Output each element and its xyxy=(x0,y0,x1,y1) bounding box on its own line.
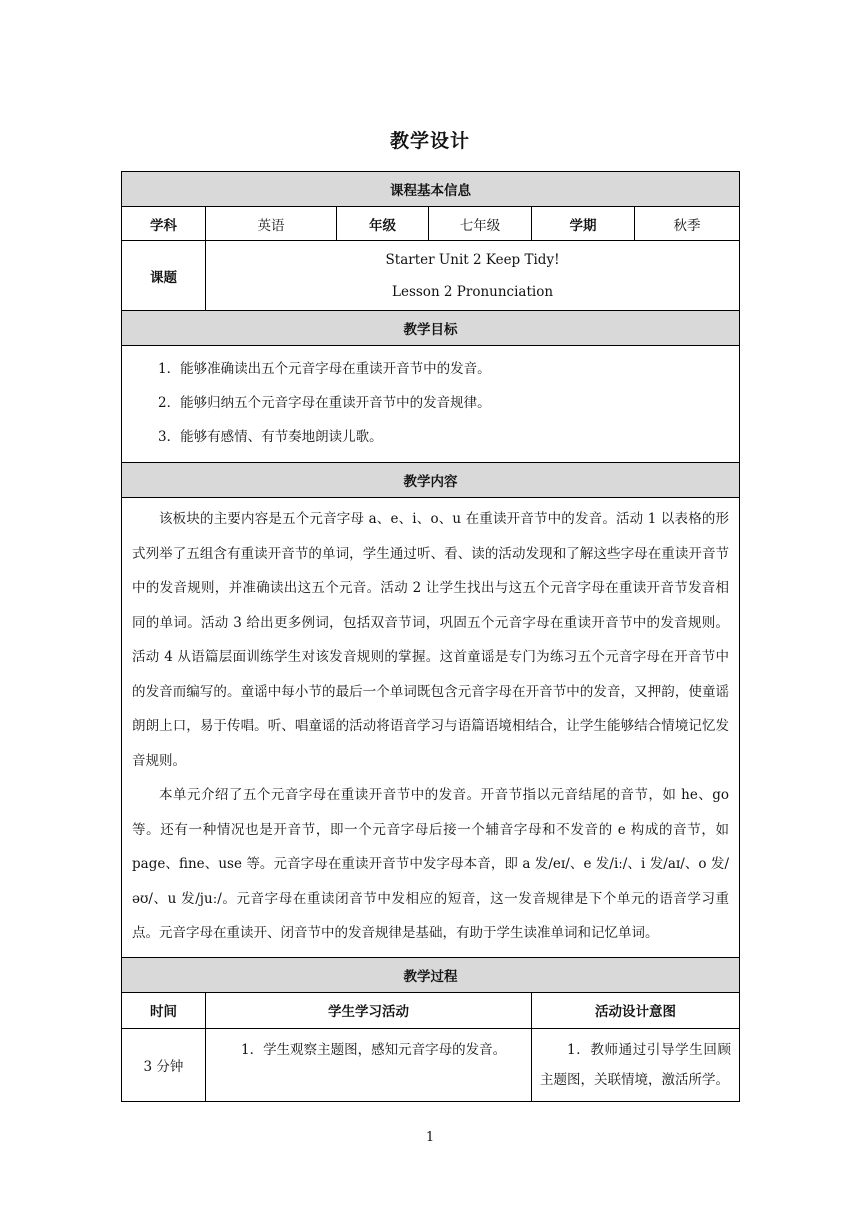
objective-item: 1．能够准确读出五个元音字母在重读开音节中的发音。 xyxy=(158,361,491,377)
grade-label: 年级 xyxy=(337,207,429,241)
intent-cell xyxy=(532,1028,740,1101)
intent-column-header: 活动设计意图 xyxy=(532,992,740,1028)
subject-label: 学科 xyxy=(122,207,206,241)
term-label: 学期 xyxy=(532,207,635,241)
page-number: 1 xyxy=(425,1130,435,1145)
topic-unit: Starter Unit 2 Keep Tidy! xyxy=(385,251,560,268)
time-column-header: 时间 xyxy=(122,992,206,1028)
intent-text: 1．教师通过引导学生回顾主题图，关联情境，激活所学。 xyxy=(540,1041,732,1088)
objective-item: 3．能够有感情、有节奏地朗读儿歌。 xyxy=(158,429,383,445)
table-row xyxy=(122,1028,740,1101)
time-cell: 3 分钟 xyxy=(122,1028,206,1101)
topic-lesson: Lesson 2 Pronunciation xyxy=(392,283,554,300)
content-paragraph: 该板块的主要内容是五个元音字母 a、e、i、o、u 在重读开音节中的发音。活动 1 以表格的形式列举了五组含有重读开音节的单词，学生通过听、看、读的活动发现和了解这些字母在重读开音节中的发音规则，并准确读出这五个元音。活动 2 让学生找出与这五个元音字母在重读开音节发音相同的单词。活动 3 给出更多例词，包括双音节词，巩固五个元音字母在重读开音节中的发音规则。活动 4 从语篇层面训练学生对该发音规则的掌握。这首童谣是专门为练习五个元音字母在开音节中的发音而编写的。童谣中每小节的最后一个单词既包含元音字母在开音节中的发音，又押韵，使童谣朗朗上口，易于传唱。听、唱童谣的活动将语音学习与语篇语境相结合，让学生能够结合情境记忆发音规则。 xyxy=(132,511,730,769)
document-title: 教学设计 xyxy=(389,130,470,152)
process-header: 教学过程 xyxy=(122,957,740,992)
grade-value: 七年级 xyxy=(429,207,532,241)
content-paragraph: 本单元介绍了五个元音字母在重读开音节中的发音。开音节指以元音结尾的音节，如 he、go 等。还有一种情况也是开音节，即一个元音字母后接一个辅音字母和不发音的 e 构成的音节，如 page、fine、use 等。元音字母在重读开音节中发字母本音，即 a 发/eɪ/、e 发/iː/、i 发/aɪ/、o 发/əʊ/、u 发/juː/。元音字母在重读闭音节中发相应的短音，这一发音规律是下个单元的语音学习重点。元音字母在重读开、闭音节中的发音规律是基础，有助于学生读准单词和记忆单词。 xyxy=(132,787,730,941)
activity-cell xyxy=(206,1028,532,1101)
subject-value: 英语 xyxy=(206,207,337,241)
activity-column-header: 学生学习活动 xyxy=(206,992,532,1028)
content-body xyxy=(122,498,740,958)
objective-item: 2．能够归纳五个元音字母在重读开音节中的发音规律。 xyxy=(158,395,491,411)
objectives-list xyxy=(122,346,740,463)
objectives-header: 教学目标 xyxy=(122,311,740,346)
topic-cell xyxy=(206,241,740,311)
activity-text: 1．学生观察主题图，感知元音字母的发音。 xyxy=(241,1041,507,1058)
topic-label: 课题 xyxy=(122,241,206,311)
content-header: 教学内容 xyxy=(122,463,740,498)
lesson-plan-table xyxy=(121,171,740,1102)
basic-info-header: 课程基本信息 xyxy=(122,172,740,207)
term-value: 秋季 xyxy=(635,207,740,241)
